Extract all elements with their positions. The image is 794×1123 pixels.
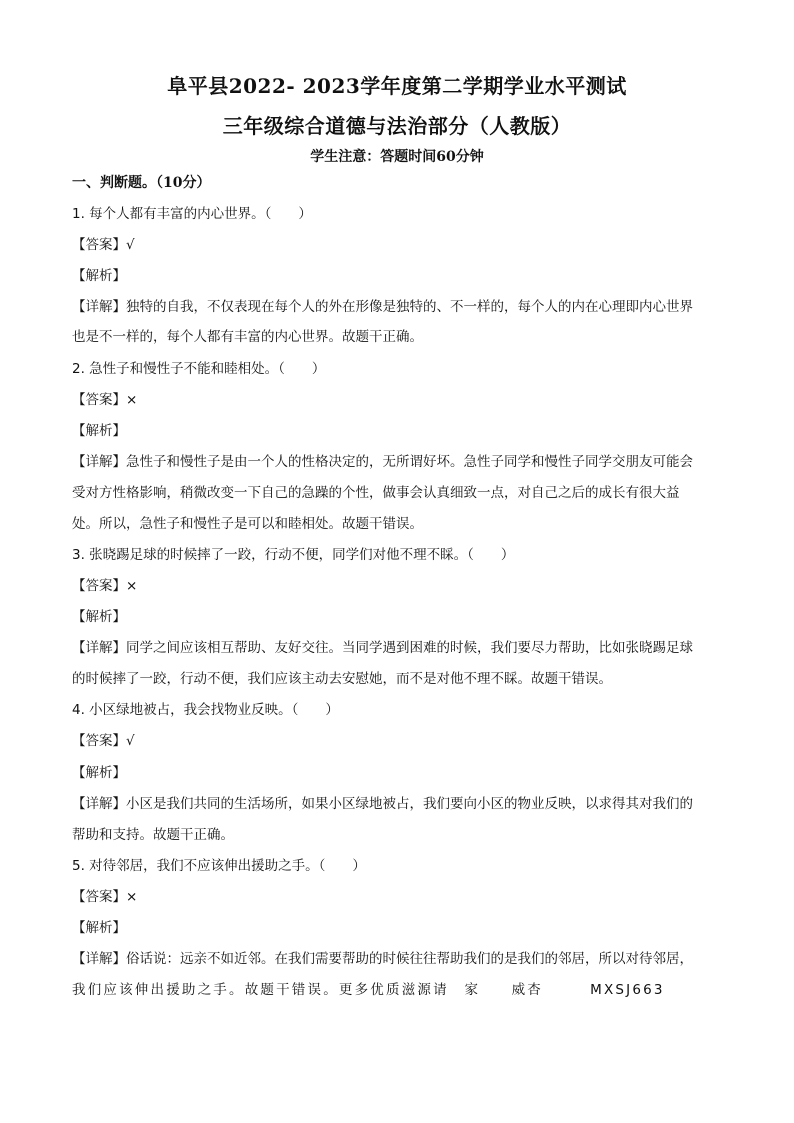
- question-4: 4. 小区绿地被占，我会找物业反映。（ ）: [72, 702, 339, 718]
- answer-3: 【答案】×: [72, 578, 138, 594]
- detail-2-line-1: 【详解】急性子和慢性子是由一个人的性格决定的，无所谓好坏。急性子同学和慢性子同学交朋友可能会: [72, 454, 693, 470]
- analysis-label-1: 【解析】: [72, 268, 126, 284]
- detail-3-line-1: 【详解】同学之间应该相互帮助、友好交往。当同学遇到困难的时候，我们要尽力帮助，比如张晓踢足球: [72, 640, 693, 656]
- detail-5-line-1: 【详解】俗话说：远亲不如近邻。在我们需要帮助的时候往往帮助我们的是我们的邻居，所以对待邻居，: [72, 951, 693, 967]
- student-notice: 学生注意：答题时间60分钟: [310, 149, 484, 165]
- detail-1-line-2: 也是不一样的，每个人都有丰富的内心世界。故题干正确。: [72, 329, 423, 345]
- analysis-label-2: 【解析】: [72, 423, 126, 439]
- question-5: 5. 对待邻居，我们不应该伸出援助之手。（ ）: [72, 858, 366, 874]
- detail-5-line-2: 我们应该伸出援助之手。故题干错误。更多优质滋源请 家 威杏 MXSJ663: [72, 982, 665, 998]
- detail-3-line-2: 的时候摔了一跤，行动不便，我们应该主动去安慰她，而不是对他不理不睬。故题干错误。: [72, 671, 612, 687]
- section-heading: 一、判断题。（10分）: [72, 175, 211, 191]
- exam-title: 阜平县2022- 2023学年度第二学期学业水平测试: [167, 74, 627, 98]
- analysis-label-5: 【解析】: [72, 920, 126, 936]
- answer-5: 【答案】×: [72, 889, 138, 905]
- exam-subtitle: 三年级综合道德与法治部分（人教版）: [222, 114, 572, 138]
- answer-1: 【答案】√: [72, 237, 135, 253]
- detail-4-line-2: 帮助和支持。故题干正确。: [72, 827, 234, 843]
- detail-2-line-3: 处。所以，急性子和慢性子是可以和睦相处。故题干错误。: [72, 516, 423, 532]
- question-3: 3. 张晓踢足球的时候摔了一跤，行动不便，同学们对他不理不睬。（ ）: [72, 547, 515, 563]
- detail-1-line-1: 【详解】独特的自我，不仅表现在每个人的外在形像是独特的、不一样的，每个人的内在心理即内心世界: [72, 299, 693, 315]
- question-1: 1. 每个人都有丰富的内心世界。（ ）: [72, 206, 312, 222]
- detail-2-line-2: 受对方性格影响，稍微改变一下自己的急躁的个性，做事会认真细致一点，对自己之后的成长有很大益: [72, 485, 680, 501]
- analysis-label-3: 【解析】: [72, 609, 126, 625]
- answer-2: 【答案】×: [72, 392, 138, 408]
- detail-4-line-1: 【详解】小区是我们共同的生活场所，如果小区绿地被占，我们要向小区的物业反映，以求得其对我们的: [72, 796, 693, 812]
- question-2: 2. 急性子和慢性子不能和睦相处。（ ）: [72, 361, 326, 377]
- answer-4: 【答案】√: [72, 733, 135, 749]
- analysis-label-4: 【解析】: [72, 765, 126, 781]
